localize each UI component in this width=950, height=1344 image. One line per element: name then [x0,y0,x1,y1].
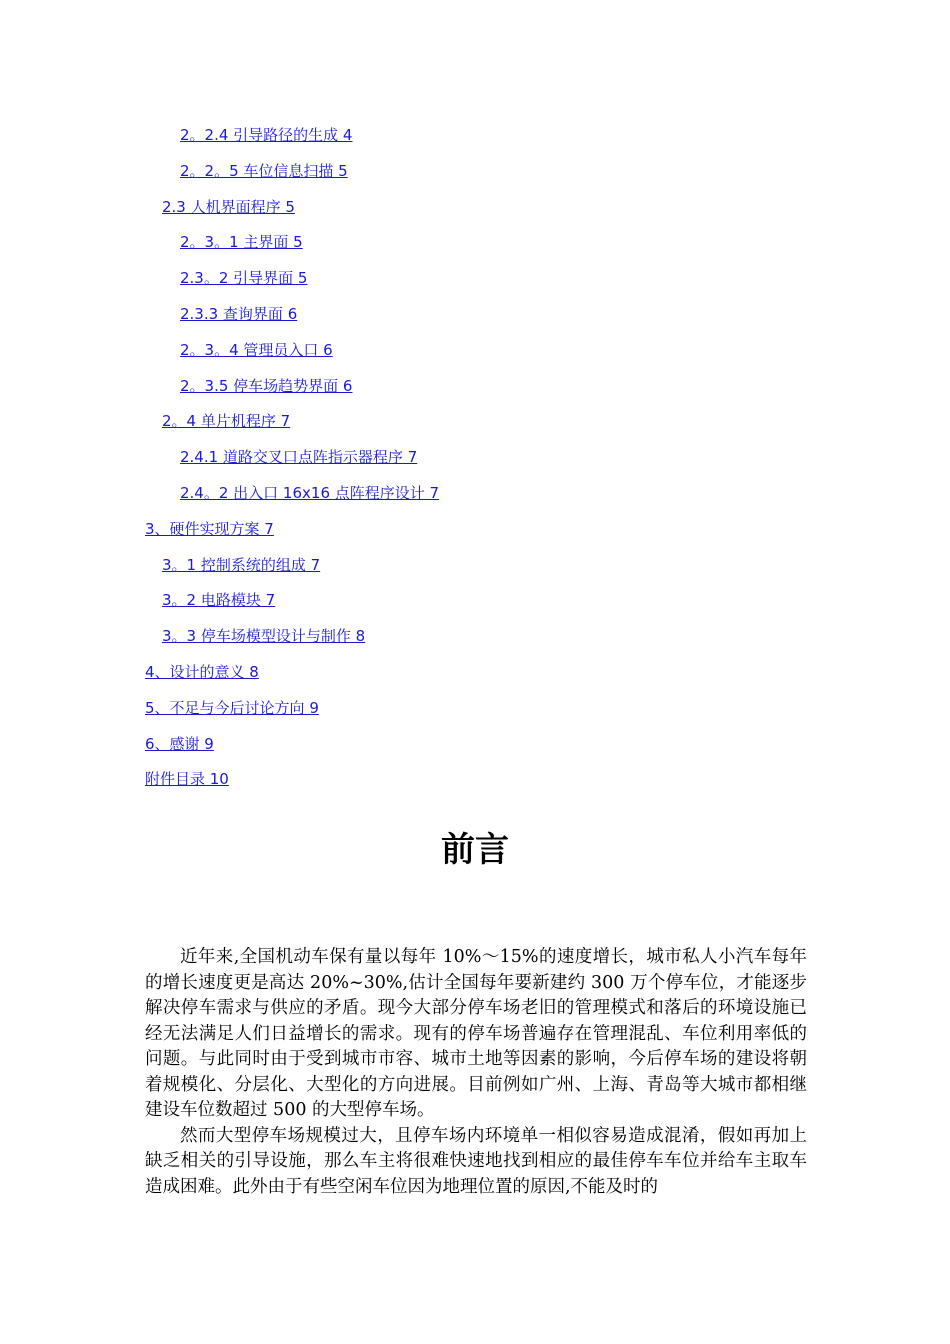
toc-link[interactable]: 2。2.4 引导路径的生成 4 [180,126,353,144]
table-of-contents [0,118,950,798]
toc-link[interactable]: 2。3。4 管理员入口 6 [180,340,333,359]
body-text [145,945,807,1200]
toc-link[interactable]: 2.4。2 出入口 16x16 点阵程序设计 7 [180,483,440,502]
toc-link[interactable]: 4、设计的意义 8 [145,662,259,681]
toc-link[interactable]: 2。3.5 停车场趋势界面 6 [180,376,353,395]
paragraph: 近年来,全国机动车保有量以每年 10%～15%的速度增长，城市私人小汽车每年的增长速度更是高达 20%~30%,估计全国每年要新建约 300 万个停车位，才能逐步解决停车需求与供应的矛盾。现今大部分停车场老旧的管理模式和落后的环境设施已经无法满足人们日益增长的需求。现有的停车场普遍存在管理混乱、车位利用率低的问题。与此同时由于受到城市市容、城市土地等因素的影响，今后停车场的建设将朝着规模化、分层化、大型化的方向进展。目前例如广州、上海、青岛等大城市都相继建设车位数超过 500 的大型停车场。 [145,947,807,1120]
toc-link[interactable]: 3、硬件实现方案 7 [145,519,274,538]
toc-link[interactable]: 2。4 单片机程序 7 [162,412,291,431]
toc-link[interactable]: 2。2。5 车位信息扫描 5 [180,161,348,180]
toc-link[interactable]: 6、感谢 9 [145,734,214,753]
toc-link[interactable]: 5、不足与今后讨论方向 9 [145,698,319,717]
toc-link[interactable]: 2。3。1 主界面 5 [180,233,303,252]
paragraph: 然而大型停车场规模过大，且停车场内环境单一相似容易造成混淆，假如再加上缺乏相关的引导设施，那么车主将很难快速地找到相应的最佳停车车位并给车主取车造成困难。此外由于有些空闲车位因为地理位置的原因,不能及时的 [145,1125,807,1197]
toc-link[interactable]: 3。2 电路模块 7 [162,591,276,610]
toc-link[interactable]: 2.3。2 引导界面 5 [180,269,308,288]
toc-link[interactable]: 3。3 停车场模型设计与制作 8 [162,627,366,646]
section-heading: 前言 [441,830,509,870]
toc-link[interactable]: 附件目录 10 [145,770,229,789]
toc-link[interactable]: 2.3.3 查询界面 6 [180,304,298,323]
toc-link[interactable]: 2.4.1 道路交叉口点阵指示器程序 7 [180,448,418,467]
toc-link[interactable]: 3。1 控制系统的组成 7 [162,555,321,574]
toc-link[interactable]: 2.3 人机界面程序 5 [162,197,295,216]
